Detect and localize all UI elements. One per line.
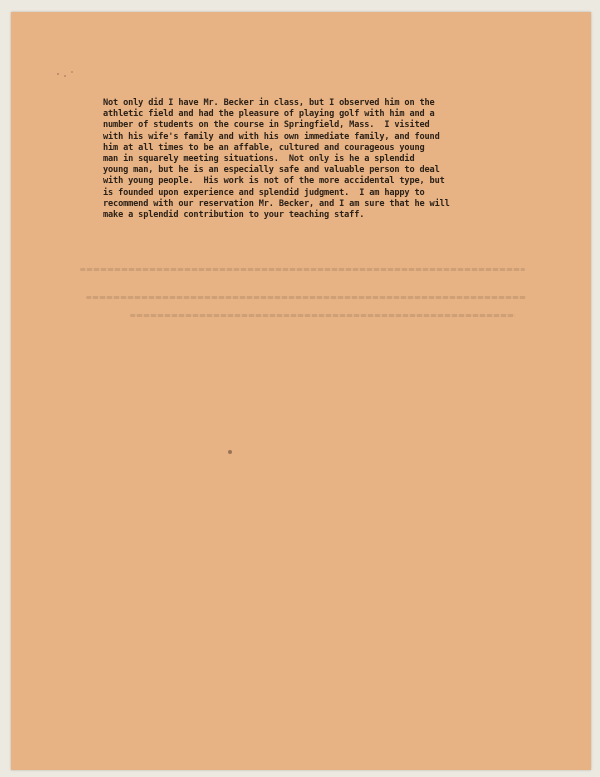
show-through-text (70, 268, 540, 328)
paper-speck (228, 450, 232, 454)
paper-speck (57, 73, 59, 75)
show-through-line (80, 268, 525, 271)
paper-speck (64, 75, 66, 77)
show-through-line (86, 296, 526, 299)
show-through-line (130, 314, 515, 317)
letter-body-paragraph: Not only did I have Mr. Becker in class, but I observed him on the athletic field and had the pleasure of playing golf with him and a number of students on the course in Springfield, Mass. I visited with his wife's family and with his own immediate family, and found him at all times to be an affable, cultured and courageous young man in squarely meeting situations. Not only is he a splendid young man, but he is an especially safe and valuable person to deal with young people. His work is not of the more accidental type, but is founded upon experience and splendid judgment. I am happy to recommend with our reservation Mr. Becker, and I am sure that he will make a splendid contribution to your teaching staff. (103, 98, 450, 221)
paper-speck (71, 71, 73, 73)
